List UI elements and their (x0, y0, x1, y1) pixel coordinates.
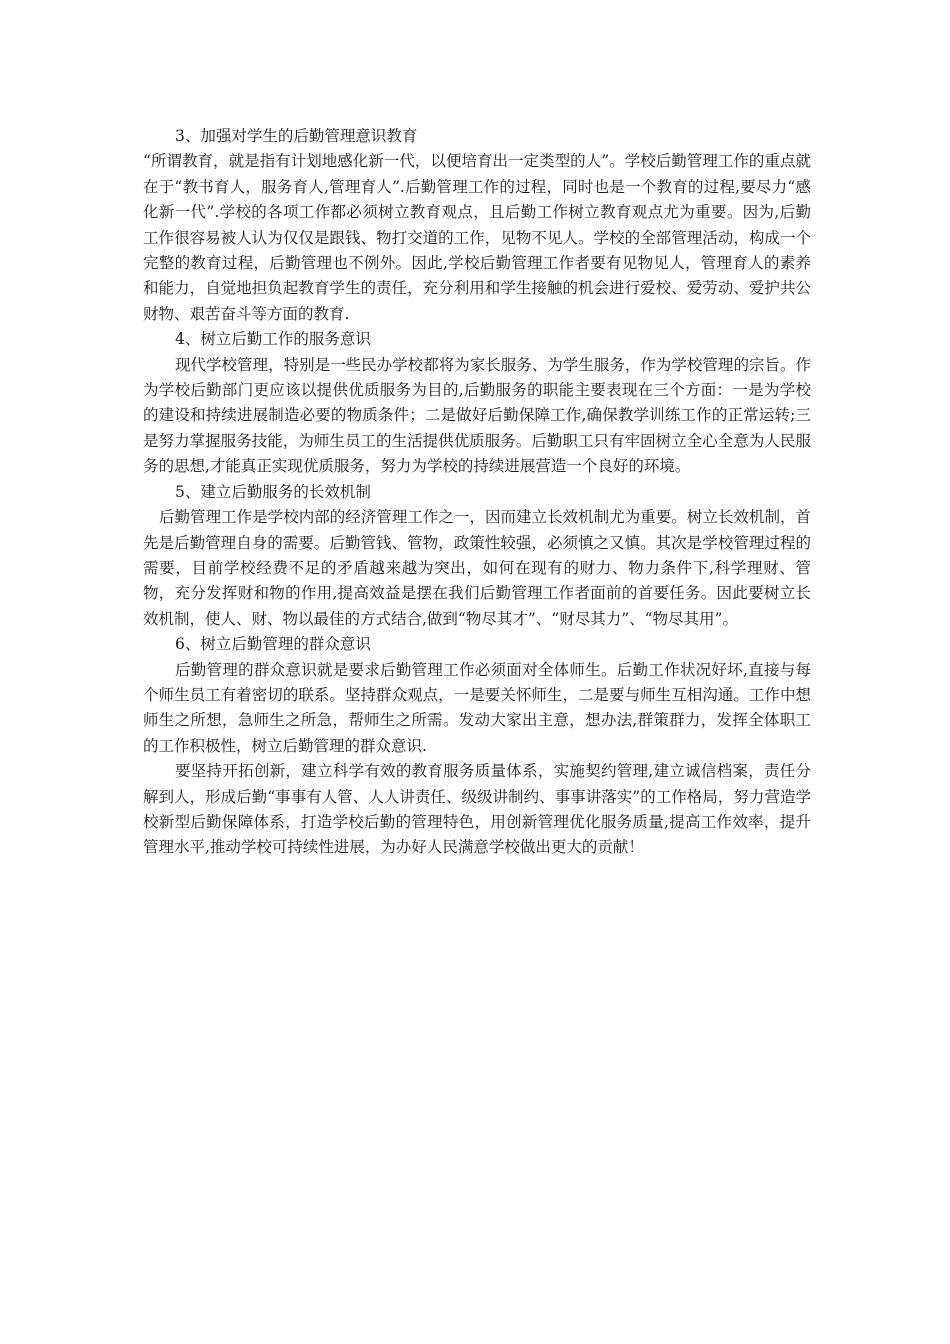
section-3-heading: 3、加强对学生的后勤管理意识教育 (175, 127, 418, 145)
section-5-heading: 5、建立后勤服务的长效机制 (175, 482, 371, 501)
section-3-body: “所谓教育，就是指有计划地感化新一代，以便培育出一定类型的人”。学校后勤管理工作的重点就在于“教书育人，服务育人,管理育人”.后勤管理工作的过程，同时也是一个教育的过程,要尽力“感化新一代”.学校的各项工作都必须树立教育观点，且后勤工作树立教育观点尤为重要。因为,后勤工作很容易被人认为仅仅是跟钱、物打交道的工作，见物不见人。学校的全部管理活动，构成一个完整的教育过程，后勤管理也不例外。因此,学校后勤管理工作者要有见物见人，管理育人的素养和能力，自觉地担负起教育学生的责任，充分利用和学生接触的机会进行爱校、爱劳动、爱护共公财物、艰苦奋斗等方面的教育. (143, 152, 811, 323)
document-page (143, 124, 811, 861)
section-5-body: 后勤管理工作是学校内部的经济管理工作之一，因而建立长效机制尤为重要。树立长效机制，首先是后勤管理自身的需要。后勤管钱、管物，政策性较强，必须慎之又慎。其次是学校管理过程的需要，目前学校经费不足的矛盾越来越为突出，如何在现有的财力、物力条件下,科学理财、管物，充分发挥财和物的作用,提高效益是摆在我们后勤管理工作者面前的首要任务。因此要树立长效机制，使人、财、物以最佳的方式结合,做到“物尽其才”、“财尽其力”、“物尽其用”。 (143, 508, 811, 628)
section-6-heading: 6、树立后勤管理的群众意识 (175, 635, 371, 654)
section-4-heading: 4、树立后勤工作的服务意识 (175, 330, 371, 349)
section-4-body: 现代学校管理，特别是一些民办学校都将为家长服务、为学生服务，作为学校管理的宗旨。作为学校后勤部门更应该以提供优质服务为目的,后勤服务的职能主要表现在三个方面：一是为学校的建设和持续进展制造必要的物质条件；二是做好后勤保障工作,确保教学训练工作的正常运转;三是努力掌握服务技能，为师生员工的生活提供优质服务。后勤职工只有牢固树立全心全意为人民服务的思想,才能真正实现优质服务，努力为学校的持续进展营造一个良好的环境。 (143, 355, 811, 476)
section-6-body: 后勤管理的群众意识就是要求后勤管理工作必须面对全体师生。后勤工作状况好坏,直接与每个师生员工有着密切的联系。坚持群众观点，一是要关怀师生，二是要与师生互相沟通。工作中想师生之所想，急师生之所急，帮师生之所需。发动大家出主意，想办法,群策群力，发挥全体职工的工作积极性，树立后勤管理的群众意识. (143, 660, 811, 755)
closing-paragraph: 要坚持开拓创新，建立科学有效的教育服务质量体系，实施契约管理,建立诚信档案，责任分解到人，形成后勤“事事有人管、人人讲责任、级级讲制约、事事讲落实”的工作格局，努力营造学校新型后勤保障体系，打造学校后勤的管理特色，用创新管理优化服务质量,提高工作效率，提升管理水平,推动学校可持续性进展，为办好人民满意学校做出更大的贡献！ (143, 762, 811, 857)
